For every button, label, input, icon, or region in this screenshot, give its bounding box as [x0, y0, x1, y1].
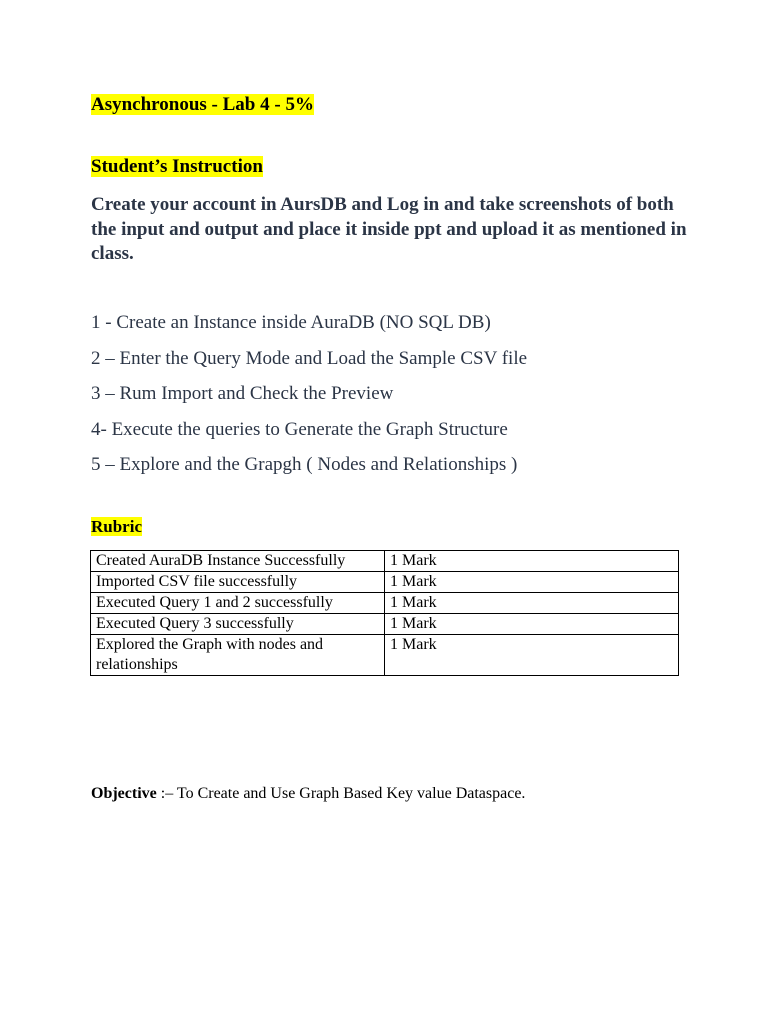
instruction-paragraph: Create your account in AursDB and Log in and take screenshots of both the input and output and place it inside ppt and upload it as mentioned in class. [91, 194, 687, 264]
rubric-mark-cell: 1 Mark [385, 572, 679, 593]
student-instruction-heading [91, 155, 263, 179]
rubric-mark-cell: 1 Mark [385, 551, 679, 572]
step-item: 2 – Enter the Query Mode and Load the Sample CSV file [91, 347, 528, 369]
rubric-criterion-cell: Executed Query 1 and 2 successfully [91, 593, 385, 614]
rubric-mark-cell: 1 Mark [385, 614, 679, 635]
step-item: 3 – Rum Import and Check the Preview [91, 383, 394, 404]
step-item: 5 – Explore and the Grapgh ( Nodes and Relationships ) [91, 454, 518, 475]
table-row [91, 551, 679, 572]
table-row [91, 593, 679, 614]
table-row [91, 635, 679, 676]
rubric-mark-cell: 1 Mark [385, 635, 679, 676]
step-item: 1 - Create an Instance inside AuraDB (NO SQL DB) [91, 312, 491, 333]
rubric-criterion-cell: Executed Query 3 successfully [91, 614, 385, 635]
student-instruction-heading-text: Student’s Instruction [91, 156, 263, 177]
objective-text: :– To Create and Use Graph Based Key value Dataspace. [156, 785, 526, 802]
table-row [91, 572, 679, 593]
rubric-criterion-cell: Created AuraDB Instance Successfully [91, 551, 385, 572]
lab-title-text: Asynchronous - Lab 4 - 5% [91, 94, 314, 115]
table-row [91, 614, 679, 635]
lab-title [91, 93, 314, 117]
rubric-criterion-cell: Explored the Graph with nodes and relationships [91, 635, 385, 676]
steps-list [91, 311, 527, 489]
rubric-heading-text: Rubric [91, 517, 142, 536]
rubric-criterion-cell: Imported CSV file successfully [91, 572, 385, 593]
objective-line [91, 783, 525, 805]
step-item: 4- Execute the queries to Generate the Graph Structure [91, 418, 508, 440]
rubric-table [90, 550, 679, 676]
rubric-mark-cell: 1 Mark [385, 593, 679, 614]
objective-label: Objective [91, 785, 157, 802]
rubric-heading [91, 516, 142, 538]
